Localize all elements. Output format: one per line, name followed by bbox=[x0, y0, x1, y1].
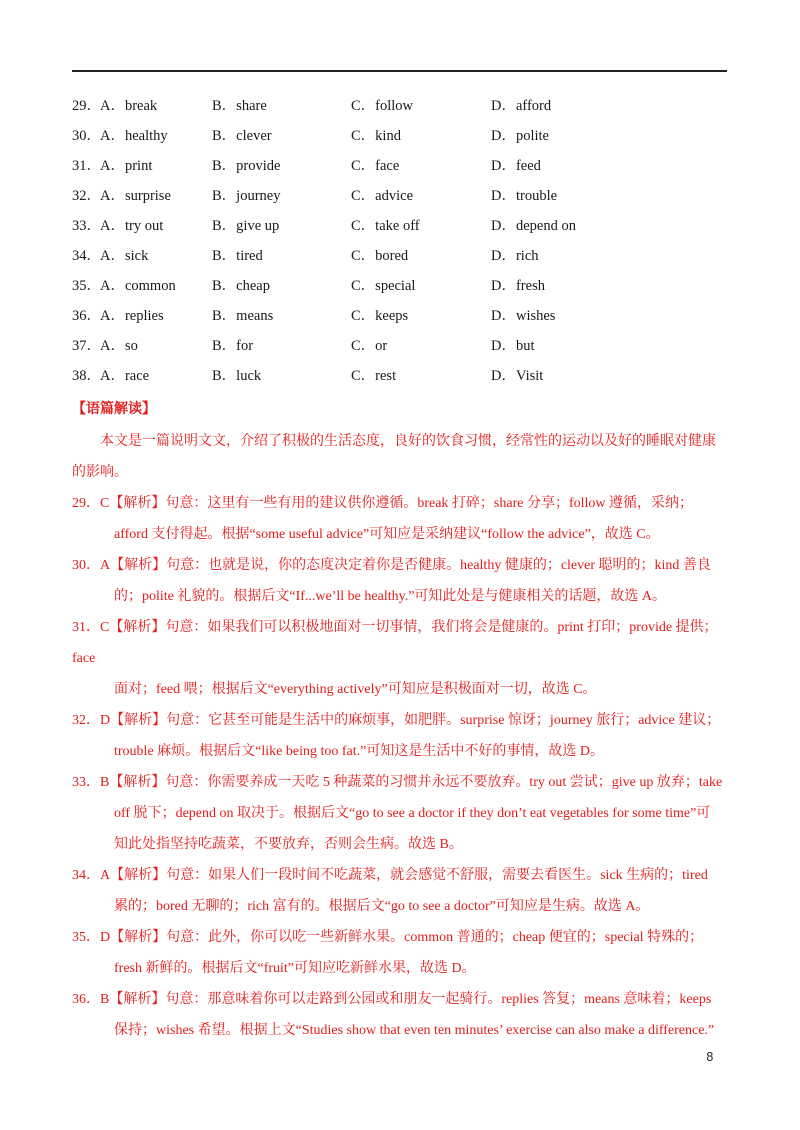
option-c: C．bored bbox=[351, 248, 409, 264]
analysis-item bbox=[72, 612, 732, 705]
option-a: A．sick bbox=[100, 248, 149, 264]
option-c: C．kind bbox=[351, 128, 401, 144]
option-b: B．luck bbox=[212, 368, 262, 384]
analysis-item-first-line: 34．A【解析】句意：如果人们一段时间不吃蔬菜，就会感觉不舒服，需要去看医生。sick 生病的；tired bbox=[72, 868, 708, 883]
analysis-item-first-line: 33．B【解析】句意：你需要养成一天吃 5 种蔬菜的习惯并永远不要放弃。try out 尝试；give up 放弃；take bbox=[72, 775, 723, 790]
analysis-section bbox=[72, 398, 732, 1046]
analysis-item bbox=[72, 860, 732, 922]
option-b: B．tired bbox=[212, 248, 263, 264]
analysis-item-line: afford 支付得起。根据“some useful advice”可知应是采纳建议“follow the advice”，故选 C。 bbox=[114, 527, 660, 542]
question-number: 31． bbox=[72, 158, 101, 174]
answer-options-table bbox=[72, 96, 732, 396]
analysis-item bbox=[72, 550, 732, 612]
option-row bbox=[72, 126, 732, 156]
option-b: B．share bbox=[212, 98, 267, 114]
option-d: D．wishes bbox=[491, 308, 556, 324]
option-a: A．so bbox=[100, 338, 138, 354]
analysis-item-first-line: 36．B【解析】句意：那意味着你可以走路到公园或和朋友一起骑行。replies 答复；means 意味着；keeps bbox=[72, 992, 712, 1007]
option-row bbox=[72, 276, 732, 306]
option-a: A．break bbox=[100, 98, 158, 114]
option-row bbox=[72, 216, 732, 246]
analysis-item-line: 的；polite 礼貌的。根据后文“If...we’ll be healthy.”可知此处是与健康相关的话题，故选 A。 bbox=[114, 589, 667, 604]
option-b: B．journey bbox=[212, 188, 281, 204]
option-b: B．for bbox=[212, 338, 254, 354]
option-a: A．surprise bbox=[100, 188, 171, 204]
analysis-item-line: trouble 麻烦。根据后文“like being too fat.”可知这是生活中不好的事情，故选 D。 bbox=[114, 744, 604, 759]
option-b: B．clever bbox=[212, 128, 272, 144]
option-a: A．try out bbox=[100, 218, 164, 234]
analysis-item-first-line: 29．C【解析】句意：这里有一些有用的建议供你遵循。break 打碎；share 分享；follow 遵循，采纳； bbox=[72, 496, 694, 511]
analysis-item bbox=[72, 922, 732, 984]
option-d: D．rich bbox=[491, 248, 539, 264]
option-b: B．provide bbox=[212, 158, 281, 174]
analysis-item bbox=[72, 767, 732, 860]
analysis-item-wrap: face bbox=[72, 651, 96, 666]
option-d: D．but bbox=[491, 338, 535, 354]
option-b: B．means bbox=[212, 308, 274, 324]
option-row bbox=[72, 156, 732, 186]
option-d: D．afford bbox=[491, 98, 552, 114]
section-title: 【语篇解读】 bbox=[72, 401, 156, 417]
option-a: A．common bbox=[100, 278, 176, 294]
option-c: C．special bbox=[351, 278, 416, 294]
analysis-item-first-line: 32．D【解析】句意：它甚至可能是生活中的麻烦事，如肥胖。surprise 惊讶；journey 旅行；advice 建议； bbox=[72, 713, 721, 728]
analysis-item-line: off 脱下；depend on 取决于。根据后文“go to see a doctor if they don’t eat vegetables for some time”可 bbox=[114, 806, 711, 821]
page-number: 8 bbox=[706, 1050, 714, 1064]
option-c: C．face bbox=[351, 158, 400, 174]
option-c: C．keeps bbox=[351, 308, 409, 324]
intro-paragraph bbox=[72, 426, 732, 488]
option-c: C．take off bbox=[351, 218, 420, 234]
analysis-item-first-line: 35．D【解析】句意：此外，你可以吃一些新鲜水果。common 普通的；cheap 便宜的；special 特殊的； bbox=[72, 930, 704, 945]
option-row bbox=[72, 186, 732, 216]
question-number: 38． bbox=[72, 368, 101, 384]
question-number: 36． bbox=[72, 308, 101, 324]
option-row bbox=[72, 306, 732, 336]
option-d: D．fresh bbox=[491, 278, 545, 294]
option-a: A．healthy bbox=[100, 128, 168, 144]
option-c: C．follow bbox=[351, 98, 414, 114]
question-number: 35． bbox=[72, 278, 101, 294]
option-a: A．race bbox=[100, 368, 150, 384]
option-d: D．feed bbox=[491, 158, 541, 174]
option-b: B．give up bbox=[212, 218, 280, 234]
intro-line: 的影响。 bbox=[72, 465, 128, 480]
analysis-item-first-line: 30．A【解析】句意：也就是说，你的态度决定着你是否健康。healthy 健康的；clever 聪明的；kind 善良 bbox=[72, 558, 711, 573]
intro-line: 本文是一篇说明文文，介绍了积极的生活态度，良好的饮食习惯，经常性的运动以及好的睡眠对健康 bbox=[100, 434, 716, 449]
option-c: C．advice bbox=[351, 188, 414, 204]
option-a: A．replies bbox=[100, 308, 164, 324]
option-d: D．trouble bbox=[491, 188, 558, 204]
option-row bbox=[72, 366, 732, 396]
option-d: D．polite bbox=[491, 128, 549, 144]
analysis-item-line: 保持；wishes 希望。根据上文“Studies show that even ten minutes’ exercise can also make a difference.” bbox=[114, 1023, 715, 1038]
question-number: 34． bbox=[72, 248, 101, 264]
option-c: C．or bbox=[351, 338, 388, 354]
analysis-item bbox=[72, 984, 732, 1046]
option-d: D．depend on bbox=[491, 218, 576, 234]
analysis-item-line: 知此处指坚持吃蔬菜，不要放弃，否则会生病。故选 B。 bbox=[114, 837, 463, 852]
option-c: C．rest bbox=[351, 368, 397, 384]
question-number: 37． bbox=[72, 338, 101, 354]
question-number: 33． bbox=[72, 218, 101, 234]
option-row bbox=[72, 246, 732, 276]
option-d: D．Visit bbox=[491, 368, 544, 384]
question-number: 29． bbox=[72, 98, 101, 114]
analysis-items bbox=[72, 488, 732, 1046]
option-b: B．cheap bbox=[212, 278, 270, 294]
header-rule bbox=[72, 70, 727, 72]
analysis-item-line: fresh 新鲜的。根据后文“fruit”可知应吃新鲜水果，故选 D。 bbox=[114, 961, 476, 976]
analysis-item-first-line: 31．C【解析】句意：如果我们可以积极地面对一切事情，我们将会是健康的。print 打印；provide 提供； bbox=[72, 620, 718, 635]
option-row bbox=[72, 96, 732, 126]
question-number: 30． bbox=[72, 128, 101, 144]
option-row bbox=[72, 336, 732, 366]
analysis-item-line: 累的；bored 无聊的；rich 富有的。根据后文“go to see a doctor”可知应是生病。故选 A。 bbox=[114, 899, 650, 914]
option-a: A．print bbox=[100, 158, 153, 174]
question-number: 32． bbox=[72, 188, 101, 204]
analysis-item-line: 面对；feed 喂；根据后文“everything actively”可知应是积极面对一切，故选 C。 bbox=[114, 682, 597, 697]
analysis-item bbox=[72, 488, 732, 550]
analysis-item bbox=[72, 705, 732, 767]
